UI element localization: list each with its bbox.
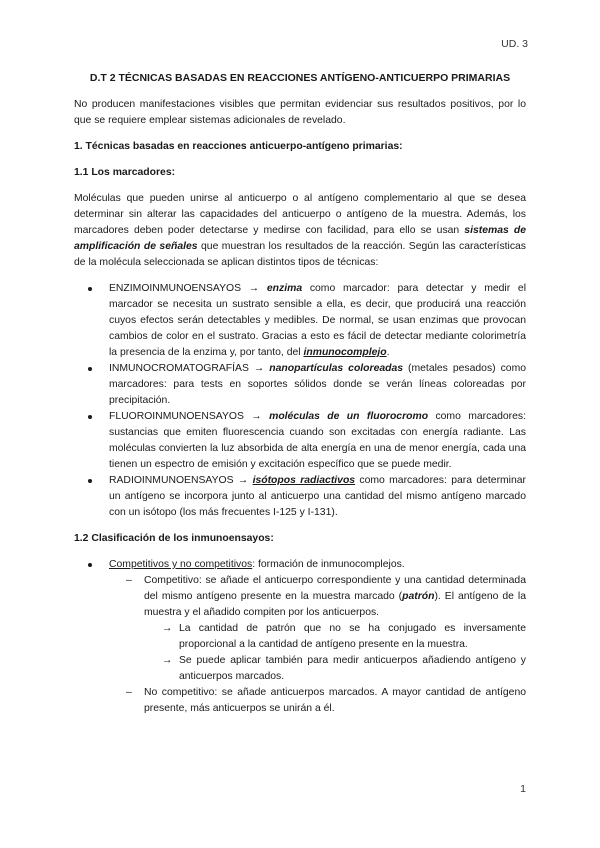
technique-term-underlined: isótopos radiactivos [252, 475, 356, 486]
competitive-text-a: Competitivo: se añade el anticuerpo correspondiente y una cantidad determinada del mismo antígeno presente en la muestra marcado ( [144, 575, 526, 602]
markers-text-a: Moléculas que pueden unirse al anticuerpo o al antígeno complementario al que se desea determinar sin alterar las capacidades del anticuerpo o antígeno de la muestra. Además, los marcadores deben poder detectarse y medirse con facilidad, para ello se usan [74, 193, 526, 236]
arrow-icon: → [241, 283, 267, 294]
list-item [144, 621, 526, 653]
page-content [74, 70, 526, 727]
technique-term: nanopartículas coloreadas [269, 363, 404, 374]
technique-text: como marcadores: sustancias que emiten fluorescencia cuando son excitadas con energía radiante. Las moléculas convierten la luz absorbida de alta energía en una de menor energía, cada una tienen un espectro de emisión y excitación específico que se puede medir. [109, 411, 526, 470]
arrow-icon: → [162, 655, 173, 666]
section-1-heading: 1. Técnicas basadas en reacciones anticuerpo-antígeno primarias: [74, 141, 403, 152]
arrow-icon: → [243, 411, 270, 422]
technique-text-end: . [386, 347, 390, 358]
classification-list [74, 557, 526, 717]
list-item [74, 281, 526, 361]
technique-list [74, 281, 526, 521]
classification-text: : formación de inmunocomplejos. [252, 559, 405, 570]
competitive-notes [144, 621, 526, 685]
technique-name: INMUNOCROMATOGRAFÍAS [109, 363, 249, 374]
competitive-text-b: ). El antígeno de la muestra y el añadido compiten por los anticuerpos. [144, 591, 526, 618]
bullet-icon [88, 367, 92, 371]
dash-icon: – [126, 687, 132, 698]
page-number: 1 [520, 783, 526, 795]
technique-term-underlined: inmunocomplejo [303, 347, 387, 358]
competitive-note-2: Se puede aplicar también para medir anticuerpos añadiendo antígeno y anticuerpos marcados. [179, 655, 526, 682]
list-item [74, 557, 526, 717]
classification-sublist [109, 573, 526, 717]
document-title: D.T 2 TÉCNICAS BASADAS EN REACCIONES ANTÍGENO-ANTICUERPO PRIMARIAS [89, 72, 511, 84]
list-item [74, 473, 526, 521]
bullet-icon [88, 563, 92, 567]
technique-name: FLUOROINMUNOENSAYOS [109, 411, 244, 422]
markers-paragraph [74, 191, 526, 271]
markers-text-b: que muestran los resultados de la reacción. Según las características de la molécula seleccionada se aplican distintos tipos de técnicas: [74, 241, 527, 268]
technique-text: (metales pesados) como marcadores: para tests en soportes sólidos donde se verán líneas coloreadas por precipitación. [109, 363, 526, 406]
list-item [109, 685, 526, 717]
bullet-icon [88, 415, 92, 419]
classification-label: Competitivos y no competitivos [109, 559, 253, 570]
section-1-2-heading: 1.2 Clasificación de los inmunoensayos: [74, 533, 274, 544]
list-item [74, 409, 526, 473]
technique-text: como marcadores: para determinar un antígeno se incorpora junto al anticuerpo una cantidad del mismo antígeno marcado con un isótopo (los más frecuentes I-125 y I-131). [109, 475, 527, 518]
intro-paragraph: No producen manifestaciones visibles que permitan evidenciar sus resultados positivos, por lo que se requiere emplear sistemas adicionales de revelado. [74, 99, 526, 126]
arrow-icon: → [233, 475, 253, 486]
bullet-icon [88, 479, 92, 483]
list-item [144, 653, 526, 685]
technique-term: enzima [266, 283, 303, 294]
bullet-icon [88, 287, 92, 291]
unit-label: UD. 3 [501, 38, 528, 50]
competitive-term: patrón [402, 591, 435, 602]
technique-term: moléculas de un fluorocromo [269, 411, 429, 422]
section-1-1-heading: 1.1 Los marcadores: [74, 167, 176, 178]
arrow-icon: → [248, 363, 270, 374]
technique-name: RADIOINMUNOENSAYOS [109, 475, 234, 486]
list-item [109, 573, 526, 685]
markers-emphasis: sistemas de amplificación de señales [74, 225, 526, 252]
dash-icon: – [126, 575, 132, 586]
competitive-note-1: La cantidad de patrón que no se ha conjugado es inversamente proporcional a la cantidad de antígeno presente en la muestra. [179, 623, 526, 650]
technique-name: ENZIMOINMUNOENSAYOS [109, 283, 242, 294]
non-competitive-text: No competitivo: se añade anticuerpos marcados. A mayor cantidad de antígeno presente, más anticuerpos se unirán a él. [144, 687, 526, 714]
arrow-icon: → [162, 623, 173, 634]
list-item [74, 361, 526, 409]
technique-text: como marcador: para detectar y medir el marcador se necesita un sustrato sensible a ella, es decir, que producirá una reacción cuyos efectos serán detectables y medibles. De normal, se usan enzimas que provocan cambios de color en el sustrato. Gracias a esto es fácil de detectar mediante colorimetría la presencia de la enzima y, por tanto, del [109, 283, 526, 358]
